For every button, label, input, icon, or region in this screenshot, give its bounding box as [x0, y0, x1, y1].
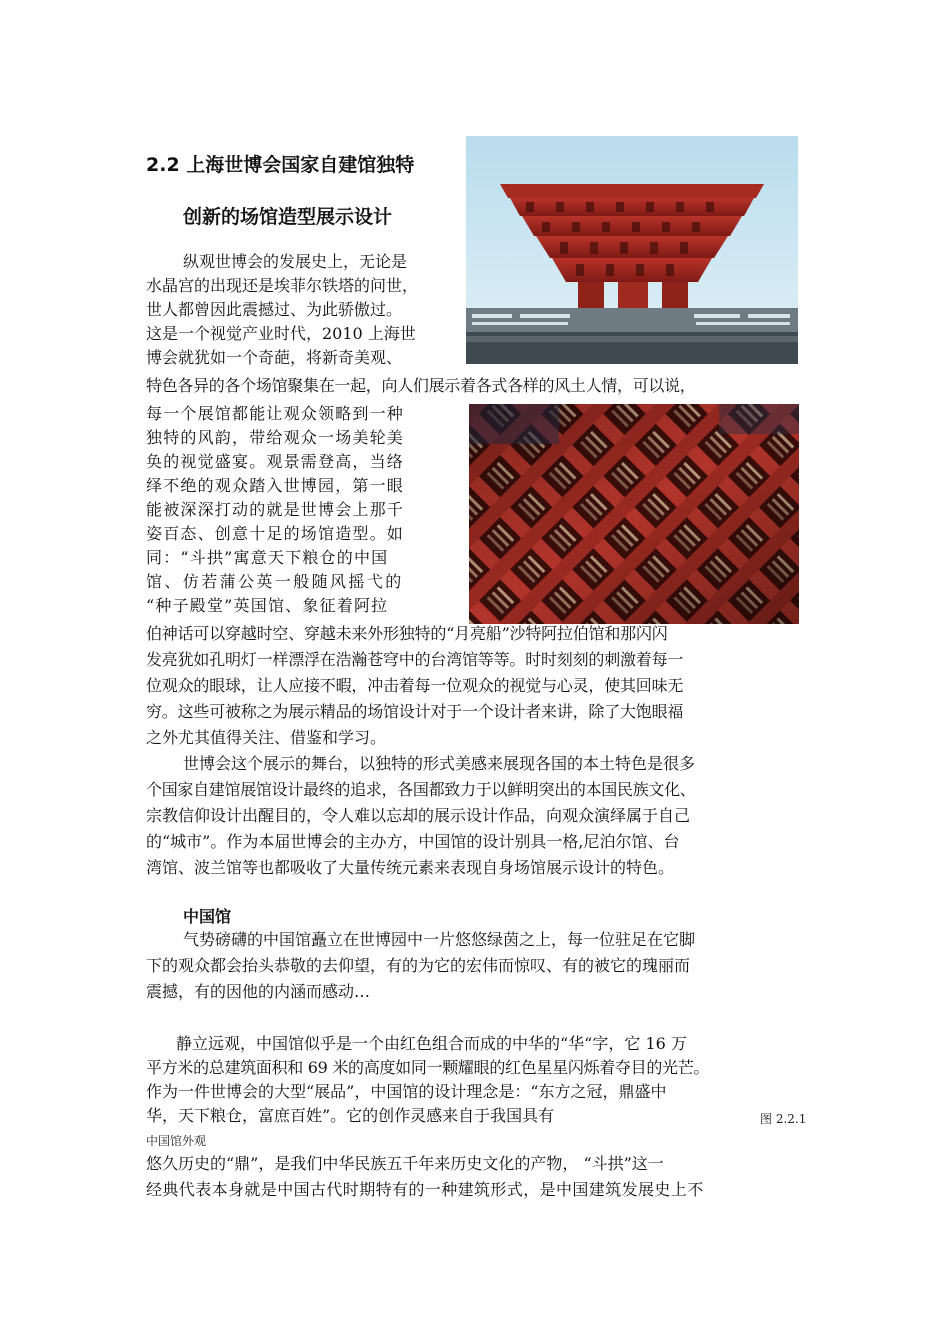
text-line: 气势磅礴的中国馆矗立在世博园中一片悠悠绿茵之上，每一位驻足在它脚 — [183, 930, 696, 949]
text-line: 个国家自建馆展馆设计最终的追求，各国都致力于以鲜明突出的本国民族文化、 — [146, 780, 696, 799]
figure-number: 图 2.2.1 — [760, 1112, 807, 1126]
text-line: 同：“斗拱”寓意天下粮仓的中国 — [146, 548, 389, 567]
section-title-line2: 创新的场馆造型展示设计 — [183, 206, 393, 228]
text-line: 穷。这些可被称之为展示精品的场馆设计对于一个设计者来讲，除了大饱眼福 — [146, 702, 684, 721]
china-pavilion-exterior-photo — [466, 136, 798, 364]
text-line: 宗教信仰设计出醒目的，令人难以忘却的展示设计作品，向观众演绎属于自己 — [146, 806, 691, 825]
text-line: 水晶宫的出现还是埃菲尔铁塔的问世， — [146, 276, 419, 295]
text-line: 作为一件世博会的大型“展品”，中国馆的设计理念是：“东方之冠，鼎盛中 — [146, 1082, 667, 1101]
text-line: 震撼，有的因他的内涵而感动… — [146, 982, 371, 1001]
text-line: 悠久历史的“鼎”，是我们中华民族五千年来历史文化的产物， “斗拱”这一 — [146, 1154, 664, 1173]
text-line: 静立远观，中国馆似乎是一个由红色组合而成的中华的“华“字，它 16 万 — [176, 1034, 687, 1053]
text-line: 独特的风韵，带给观众一场美轮美 — [146, 428, 405, 447]
text-line: 平方米的总建筑面积和 69 米的高度如同一颗耀眼的红色星星闪烁着夺目的光芒。 — [146, 1058, 710, 1077]
text-line: 发亮犹如孔明灯一样漂浮在浩瀚苍穹中的台湾馆等等。时时刻刻的刺激着每一 — [146, 650, 684, 669]
text-line: 伯神话可以穿越时空、穿越未来外形独特的“月亮船”沙特阿拉伯馆和那闪闪 — [146, 624, 668, 643]
text-line: 的“城市”。作为本届世博会的主办方，中国馆的设计别具一格,尼泊尔馆、台 — [146, 832, 680, 851]
text-line: 博会就犹如一个奇葩，将新奇美观、 — [146, 348, 403, 367]
text-line: 世人都曾因此震撼过、为此骄傲过。 — [146, 300, 403, 319]
text-line: 绎不绝的观众踏入世博园，第一眼 — [146, 476, 405, 495]
text-line: 能被深深打动的就是世博会上那千 — [146, 500, 405, 519]
text-line: 位观众的眼球，让人应接不暇，冲击着每一位观众的视觉与心灵，使其回味无 — [146, 676, 684, 695]
text-line: 姿百态、创意十足的场馆造型。如 — [146, 524, 405, 543]
text-line: 下的观众都会抬头恭敬的去仰望，有的为它的宏伟而惊叹、有的被它的瑰丽而 — [146, 956, 691, 975]
text-line: 纵观世博会的发展史上，无论是 — [183, 252, 408, 271]
text-line: 湾馆、波兰馆等也都吸收了大量传统元素来表现自身场馆展示设计的特色。 — [146, 858, 675, 877]
text-line: 世博会这个展示的舞台，以独特的形式美感来展现各国的本土特色是很多 — [183, 754, 696, 773]
text-line: 华，天下粮仓，富庶百姓”。它的创作灵感来自于我国具有 — [146, 1106, 555, 1125]
text-line: 之外尤其值得关注、借鉴和学习。 — [146, 728, 387, 747]
text-line: 特色各异的各个场馆聚集在一起，向人们展示着各式各样的风土人情，可以说， — [146, 376, 696, 395]
text-line: 每一个展馆都能让观众领略到一种 — [146, 404, 405, 423]
text-line: 这是一个视觉产业时代，2010 上海世 — [146, 324, 416, 343]
text-line: 馆、仿若蒲公英一般随风摇弋的 — [146, 572, 404, 591]
text-line: “种子殿堂”英国馆、象征着阿拉 — [146, 596, 389, 615]
china-pavilion-truss-detail-photo — [469, 404, 799, 624]
text-line: 经典代表本身就是中国古代时期特有的一种建筑形式，是中国建筑发展史上不 — [146, 1180, 704, 1199]
section-title-line1: 2.2 上海世博会国家自建馆独特 — [146, 154, 415, 176]
text-line: 奂的视觉盛宴。观景需登高，当络 — [146, 452, 405, 471]
subsection-title: 中国馆 — [183, 907, 232, 926]
figure-caption: 中国馆外观 — [146, 1134, 207, 1148]
